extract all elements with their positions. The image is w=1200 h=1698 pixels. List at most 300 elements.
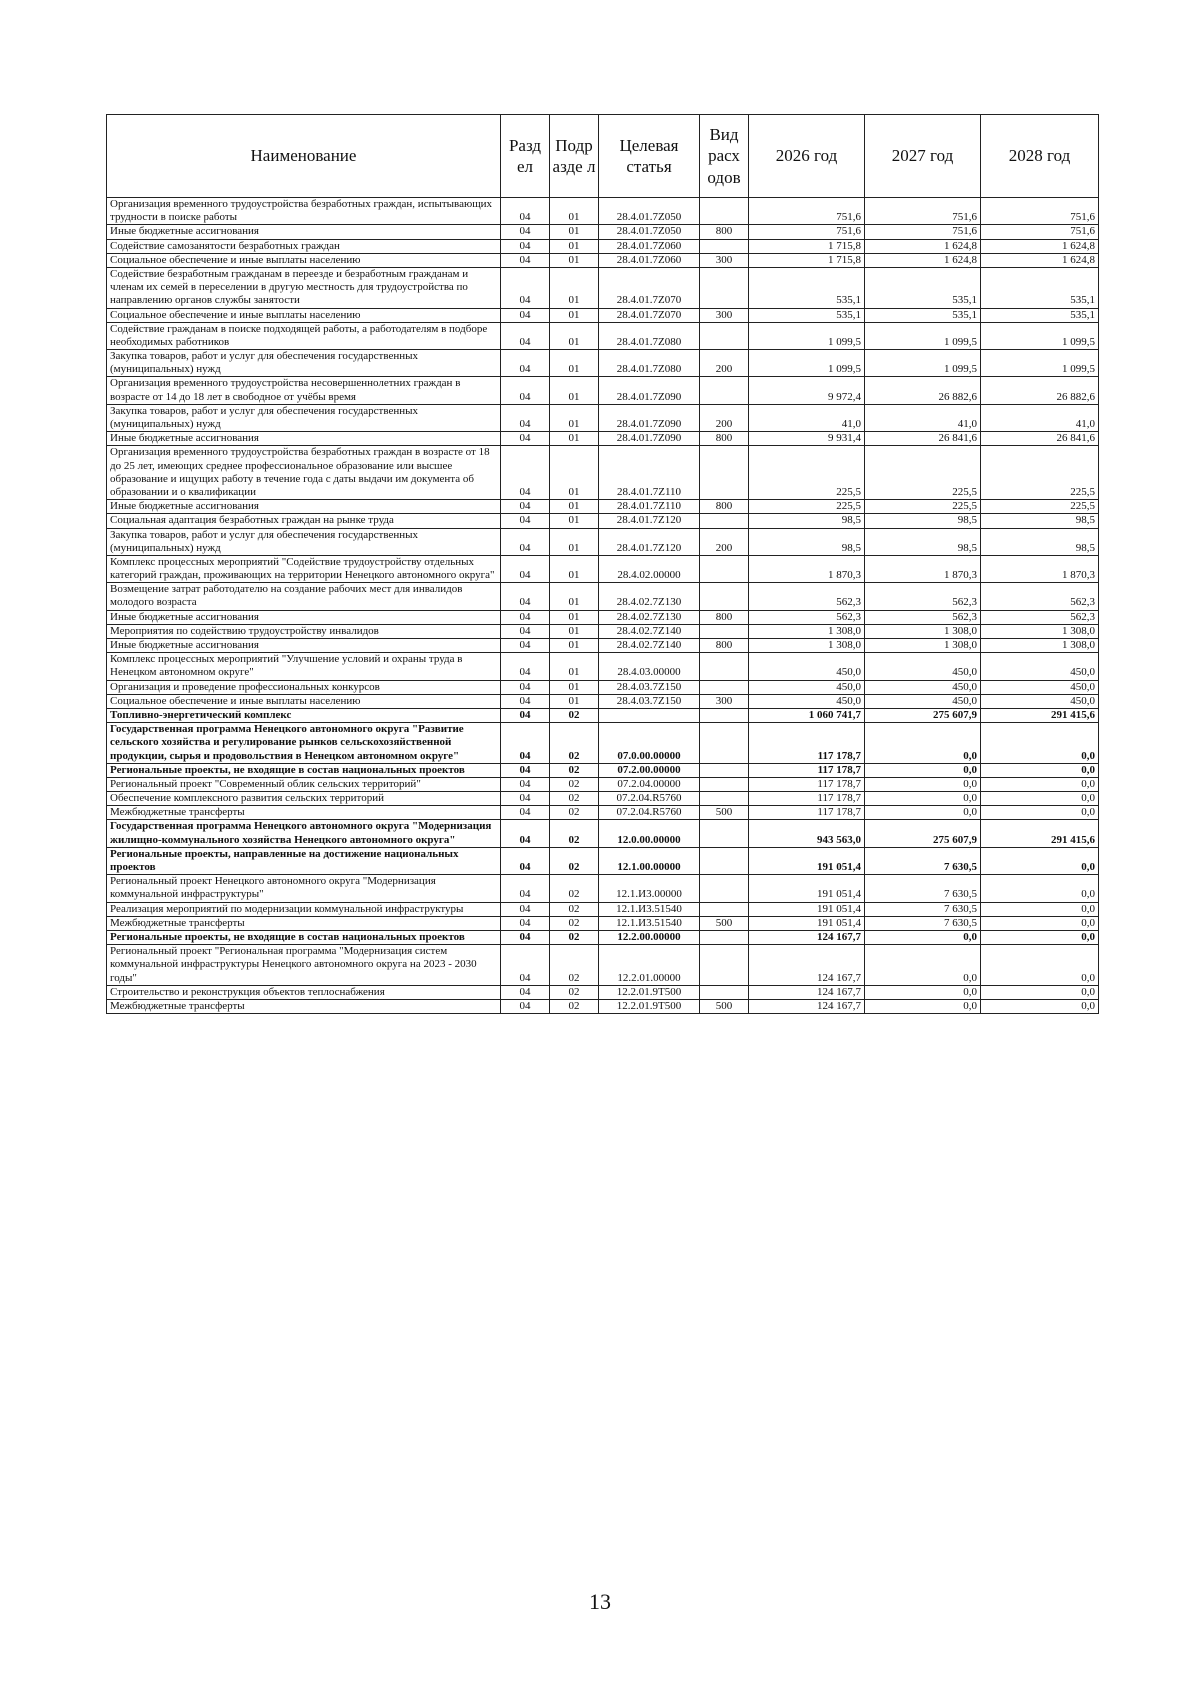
row-name: Строительство и реконструкция объектов теплоснабжения [107,985,501,999]
row-vid: 800 [700,639,749,653]
row-razdel: 04 [501,308,550,322]
row-podrazdel: 01 [550,583,599,610]
row-podrazdel: 02 [550,930,599,944]
row-razdel: 04 [501,198,550,225]
row-2026: 1 308,0 [749,639,865,653]
row-2026: 117 178,7 [749,777,865,791]
row-podrazdel: 01 [550,198,599,225]
row-2026: 191 051,4 [749,875,865,902]
row-2026: 98,5 [749,514,865,528]
row-podrazdel: 01 [550,267,599,308]
row-article: 12.1.И3.00000 [599,875,700,902]
row-podrazdel: 01 [550,225,599,239]
row-2027: 562,3 [865,610,981,624]
row-name: Региональные проекты, направленные на достижение национальных проектов [107,847,501,874]
row-vid [700,239,749,253]
row-razdel: 04 [501,694,550,708]
row-2027: 0,0 [865,930,981,944]
row-2027: 450,0 [865,680,981,694]
table-row [107,792,1099,806]
row-podrazdel: 01 [550,253,599,267]
row-razdel: 04 [501,377,550,404]
row-razdel: 04 [501,639,550,653]
row-razdel: 04 [501,723,550,764]
row-2026: 225,5 [749,500,865,514]
table-row [107,820,1099,847]
row-name: Иные бюджетные ассигнования [107,432,501,446]
row-razdel: 04 [501,350,550,377]
row-2027: 0,0 [865,985,981,999]
row-name: Межбюджетные трансферты [107,916,501,930]
row-name: Региональный проект Ненецкого автономного округа "Модернизация коммунальной инфраструктуры" [107,875,501,902]
row-article: 12.1.И3.51540 [599,902,700,916]
row-2028: 225,5 [981,446,1099,500]
row-2026: 41,0 [749,404,865,431]
row-2027: 275 607,9 [865,708,981,722]
row-name: Содействие самозанятости безработных граждан [107,239,501,253]
row-2027: 0,0 [865,777,981,791]
table-row [107,446,1099,500]
row-vid [700,322,749,349]
row-podrazdel: 02 [550,820,599,847]
row-2026: 535,1 [749,267,865,308]
row-podrazdel: 02 [550,916,599,930]
row-article: 28.4.01.7Z080 [599,350,700,377]
row-2026: 1 715,8 [749,253,865,267]
table-row [107,985,1099,999]
row-vid [700,847,749,874]
table-row [107,528,1099,555]
row-vid [700,267,749,308]
row-vid: 800 [700,225,749,239]
row-razdel: 04 [501,500,550,514]
table-row [107,555,1099,582]
row-2028: 0,0 [981,875,1099,902]
row-2026: 124 167,7 [749,999,865,1013]
row-2028: 291 415,6 [981,820,1099,847]
row-razdel: 04 [501,653,550,680]
row-article: 28.4.01.7Z110 [599,446,700,500]
table-row [107,930,1099,944]
row-2026: 450,0 [749,694,865,708]
row-article: 07.2.04.R5760 [599,806,700,820]
row-vid: 200 [700,404,749,431]
row-article: 28.4.01.7Z090 [599,404,700,431]
row-2026: 9 972,4 [749,377,865,404]
table-row [107,875,1099,902]
row-razdel: 04 [501,806,550,820]
row-name: Реализация мероприятий по модернизации коммунальной инфраструктуры [107,902,501,916]
row-2028: 450,0 [981,653,1099,680]
row-2027: 0,0 [865,999,981,1013]
row-razdel: 04 [501,777,550,791]
row-vid [700,985,749,999]
row-podrazdel: 01 [550,680,599,694]
row-razdel: 04 [501,239,550,253]
budget-table [106,114,1099,1014]
row-2026: 751,6 [749,225,865,239]
table-body [107,198,1099,1014]
row-name: Комплекс процессных мероприятий "Улучшение условий и охраны труда в Ненецком автономном округе" [107,653,501,680]
row-name: Иные бюджетные ассигнования [107,500,501,514]
table-row [107,806,1099,820]
row-2027: 751,6 [865,225,981,239]
table-row [107,708,1099,722]
row-name: Организация временного трудоустройства безработных граждан в возрасте от 18 до 25 лет, имеющих среднее профессиональное образование или высшее образование и ищущих работу в течение года с даты выдачи им документа об образовании и о квалификации [107,446,501,500]
row-podrazdel: 01 [550,555,599,582]
row-article: 28.4.02.7Z130 [599,583,700,610]
row-2026: 1 870,3 [749,555,865,582]
row-vid: 200 [700,528,749,555]
row-2027: 1 308,0 [865,639,981,653]
row-2027: 1 870,3 [865,555,981,582]
row-2027: 7 630,5 [865,916,981,930]
row-article: 28.4.01.7Z080 [599,322,700,349]
row-vid [700,763,749,777]
row-2027: 562,3 [865,583,981,610]
row-2026: 98,5 [749,528,865,555]
row-2027: 26 841,6 [865,432,981,446]
row-article: 28.4.01.7Z110 [599,500,700,514]
row-name: Межбюджетные трансферты [107,806,501,820]
row-article [599,708,700,722]
row-podrazdel: 01 [550,377,599,404]
row-vid [700,680,749,694]
row-2028: 0,0 [981,930,1099,944]
row-vid: 500 [700,916,749,930]
row-vid [700,446,749,500]
row-2028: 562,3 [981,610,1099,624]
row-name: Межбюджетные трансферты [107,999,501,1013]
row-2028: 0,0 [981,999,1099,1013]
row-2026: 124 167,7 [749,985,865,999]
row-vid [700,930,749,944]
row-2028: 0,0 [981,985,1099,999]
row-podrazdel: 01 [550,500,599,514]
row-vid: 300 [700,308,749,322]
row-razdel: 04 [501,514,550,528]
row-name: Организация и проведение профессиональных конкурсов [107,680,501,694]
row-name: Закупка товаров, работ и услуг для обеспечения государственных (муниципальных) нужд [107,350,501,377]
row-vid [700,583,749,610]
row-podrazdel: 01 [550,610,599,624]
table-row [107,225,1099,239]
row-2028: 1 099,5 [981,322,1099,349]
row-vid [700,902,749,916]
table-row [107,777,1099,791]
row-2028: 0,0 [981,723,1099,764]
row-razdel: 04 [501,583,550,610]
row-article: 07.2.00.00000 [599,763,700,777]
row-name: Закупка товаров, работ и услуг для обеспечения государственных (муниципальных) нужд [107,528,501,555]
row-name: Комплекс процессных мероприятий "Содействие трудоустройству отдельных категорий граждан, проживающих на территории Ненецкого автономного округа" [107,555,501,582]
row-podrazdel: 02 [550,708,599,722]
table-row [107,253,1099,267]
table-row [107,723,1099,764]
row-name: Возмещение затрат работодателю на создание рабочих мест для инвалидов молодого возраста [107,583,501,610]
row-name: Содействие гражданам в поиске подходящей работы, а работодателям в подборе необходимых работников [107,322,501,349]
row-vid: 500 [700,999,749,1013]
row-podrazdel: 01 [550,528,599,555]
row-razdel: 04 [501,528,550,555]
row-razdel: 04 [501,875,550,902]
table-row [107,500,1099,514]
table-row [107,583,1099,610]
row-razdel: 04 [501,916,550,930]
row-article: 12.2.01.9Т500 [599,999,700,1013]
row-razdel: 04 [501,708,550,722]
row-2027: 26 882,6 [865,377,981,404]
table-row [107,198,1099,225]
row-name: Содействие безработным гражданам в переезде и безработным гражданам и членам их семей в переселении в другую местность для трудоустройства по направлению органов службы занятости [107,267,501,308]
row-article: 28.4.01.7Z090 [599,432,700,446]
table-row [107,680,1099,694]
row-vid: 300 [700,253,749,267]
row-podrazdel: 01 [550,694,599,708]
row-razdel: 04 [501,404,550,431]
row-podrazdel: 02 [550,847,599,874]
header-vid: Вид расх одов [700,115,749,198]
row-razdel: 04 [501,985,550,999]
row-razdel: 04 [501,253,550,267]
row-podrazdel: 01 [550,404,599,431]
row-2027: 7 630,5 [865,847,981,874]
table-row [107,847,1099,874]
row-name: Организация временного трудоустройства несовершеннолетних граждан в возрасте от 14 до 18 лет в свободное от учёбы время [107,377,501,404]
row-2026: 124 167,7 [749,930,865,944]
table-row [107,902,1099,916]
row-2027: 0,0 [865,806,981,820]
row-article: 28.4.01.7Z070 [599,267,700,308]
row-article: 28.4.02.7Z140 [599,639,700,653]
row-2026: 117 178,7 [749,763,865,777]
row-razdel: 04 [501,820,550,847]
row-razdel: 04 [501,945,550,986]
row-2027: 275 607,9 [865,820,981,847]
row-name: Государственная программа Ненецкого автономного округа "Модернизация жилищно-коммунального хозяйства Ненецкого автономного округа" [107,820,501,847]
page-number: 13 [589,1589,611,1614]
table-row [107,514,1099,528]
row-article: 12.0.00.00000 [599,820,700,847]
row-vid: 800 [700,432,749,446]
row-2026: 117 178,7 [749,806,865,820]
row-name: Организация временного трудоустройства безработных граждан, испытывающих трудности в поиске работы [107,198,501,225]
row-2027: 1 099,5 [865,322,981,349]
row-name: Региональные проекты, не входящие в состав национальных проектов [107,930,501,944]
row-podrazdel: 02 [550,999,599,1013]
row-2026: 562,3 [749,583,865,610]
table-row [107,432,1099,446]
row-2027: 1 308,0 [865,624,981,638]
header-2026: 2026 год [749,115,865,198]
row-podrazdel: 01 [550,308,599,322]
table-row [107,308,1099,322]
row-vid: 200 [700,350,749,377]
row-2027: 7 630,5 [865,875,981,902]
header-name: Наименование [107,115,501,198]
row-2027: 1 624,8 [865,239,981,253]
row-2026: 562,3 [749,610,865,624]
row-2026: 1 308,0 [749,624,865,638]
row-2026: 117 178,7 [749,792,865,806]
row-name: Топливно-энергетический комплекс [107,708,501,722]
row-vid [700,653,749,680]
row-2028: 41,0 [981,404,1099,431]
row-2026: 450,0 [749,653,865,680]
row-name: Государственная программа Ненецкого автономного округа "Развитие сельского хозяйства и регулирование рынков сельскохозяйственной продукции, сырья и продовольствия в Ненецком автономном округе" [107,723,501,764]
row-2026: 191 051,4 [749,902,865,916]
row-article: 28.4.03.7Z150 [599,680,700,694]
row-razdel: 04 [501,225,550,239]
header-razdel: Разд ел [501,115,550,198]
row-article: 07.0.00.00000 [599,723,700,764]
row-name: Социальное обеспечение и иные выплаты населению [107,253,501,267]
row-2028: 0,0 [981,945,1099,986]
header-2027: 2027 год [865,115,981,198]
header-2028: 2028 год [981,115,1099,198]
row-razdel: 04 [501,680,550,694]
row-2028: 751,6 [981,198,1099,225]
row-2026: 943 563,0 [749,820,865,847]
row-2028: 1 624,8 [981,239,1099,253]
row-razdel: 04 [501,624,550,638]
row-2027: 7 630,5 [865,902,981,916]
row-2026: 1 060 741,7 [749,708,865,722]
row-2027: 0,0 [865,792,981,806]
row-2027: 535,1 [865,267,981,308]
row-2028: 0,0 [981,792,1099,806]
row-2028: 562,3 [981,583,1099,610]
row-2026: 1 099,5 [749,350,865,377]
row-2026: 117 178,7 [749,723,865,764]
row-vid: 800 [700,500,749,514]
row-vid [700,377,749,404]
row-razdel: 04 [501,322,550,349]
row-podrazdel: 02 [550,723,599,764]
row-razdel: 04 [501,999,550,1013]
row-article: 07.2.04.00000 [599,777,700,791]
row-vid: 300 [700,694,749,708]
row-2028: 450,0 [981,680,1099,694]
row-razdel: 04 [501,792,550,806]
row-2028: 0,0 [981,777,1099,791]
row-vid [700,624,749,638]
row-podrazdel: 01 [550,350,599,377]
row-podrazdel: 01 [550,322,599,349]
row-2027: 0,0 [865,723,981,764]
table-row [107,322,1099,349]
row-razdel: 04 [501,555,550,582]
row-vid [700,708,749,722]
table-row [107,763,1099,777]
row-article: 28.4.03.00000 [599,653,700,680]
table-row [107,999,1099,1013]
row-2028: 98,5 [981,528,1099,555]
row-2027: 225,5 [865,446,981,500]
row-2026: 9 931,4 [749,432,865,446]
row-article: 28.4.01.7Z050 [599,225,700,239]
header-row [107,115,1099,198]
row-2028: 1 870,3 [981,555,1099,582]
table-row [107,653,1099,680]
row-2027: 450,0 [865,653,981,680]
row-podrazdel: 02 [550,985,599,999]
row-article: 12.2.00.00000 [599,930,700,944]
row-podrazdel: 01 [550,514,599,528]
row-article: 07.2.04.R5760 [599,792,700,806]
row-name: Региональные проекты, не входящие в состав национальных проектов [107,763,501,777]
row-article: 28.4.01.7Z070 [599,308,700,322]
row-2026: 1 099,5 [749,322,865,349]
row-name: Обеспечение комплексного развития сельских территорий [107,792,501,806]
row-2028: 1 308,0 [981,624,1099,638]
row-podrazdel: 01 [550,239,599,253]
row-2027: 751,6 [865,198,981,225]
row-razdel: 04 [501,763,550,777]
row-article: 28.4.03.7Z150 [599,694,700,708]
table-row [107,945,1099,986]
row-vid [700,777,749,791]
row-podrazdel: 01 [550,639,599,653]
row-2026: 124 167,7 [749,945,865,986]
table-row [107,639,1099,653]
row-podrazdel: 02 [550,945,599,986]
row-2027: 98,5 [865,528,981,555]
row-name: Закупка товаров, работ и услуг для обеспечения государственных (муниципальных) нужд [107,404,501,431]
row-2028: 0,0 [981,916,1099,930]
row-article: 28.4.02.7Z140 [599,624,700,638]
table-row [107,267,1099,308]
row-2026: 535,1 [749,308,865,322]
row-podrazdel: 02 [550,777,599,791]
row-razdel: 04 [501,267,550,308]
row-2028: 225,5 [981,500,1099,514]
row-podrazdel: 02 [550,902,599,916]
row-vid: 800 [700,610,749,624]
row-vid [700,514,749,528]
row-2028: 0,0 [981,847,1099,874]
row-2026: 225,5 [749,446,865,500]
row-vid [700,820,749,847]
row-2028: 535,1 [981,308,1099,322]
table-row [107,350,1099,377]
row-2027: 450,0 [865,694,981,708]
row-2026: 450,0 [749,680,865,694]
row-2027: 0,0 [865,763,981,777]
row-article: 28.4.01.7Z120 [599,528,700,555]
row-name: Мероприятия по содействию трудоустройству инвалидов [107,624,501,638]
row-name: Региональный проект "Региональная программа "Модернизация систем коммунальной инфраструктуры Ненецкого автономного округа на 2023 - 2030 годы" [107,945,501,986]
row-razdel: 04 [501,847,550,874]
row-razdel: 04 [501,902,550,916]
row-2026: 1 715,8 [749,239,865,253]
row-2028: 751,6 [981,225,1099,239]
table-row [107,404,1099,431]
row-vid [700,945,749,986]
table-row [107,377,1099,404]
row-article: 28.4.02.7Z130 [599,610,700,624]
row-name: Региональный проект "Современный облик сельских территорий" [107,777,501,791]
row-2028: 26 841,6 [981,432,1099,446]
row-2027: 0,0 [865,945,981,986]
row-vid [700,723,749,764]
row-razdel: 04 [501,432,550,446]
row-vid [700,555,749,582]
row-2028: 26 882,6 [981,377,1099,404]
row-2026: 191 051,4 [749,916,865,930]
row-2028: 0,0 [981,763,1099,777]
row-2026: 191 051,4 [749,847,865,874]
